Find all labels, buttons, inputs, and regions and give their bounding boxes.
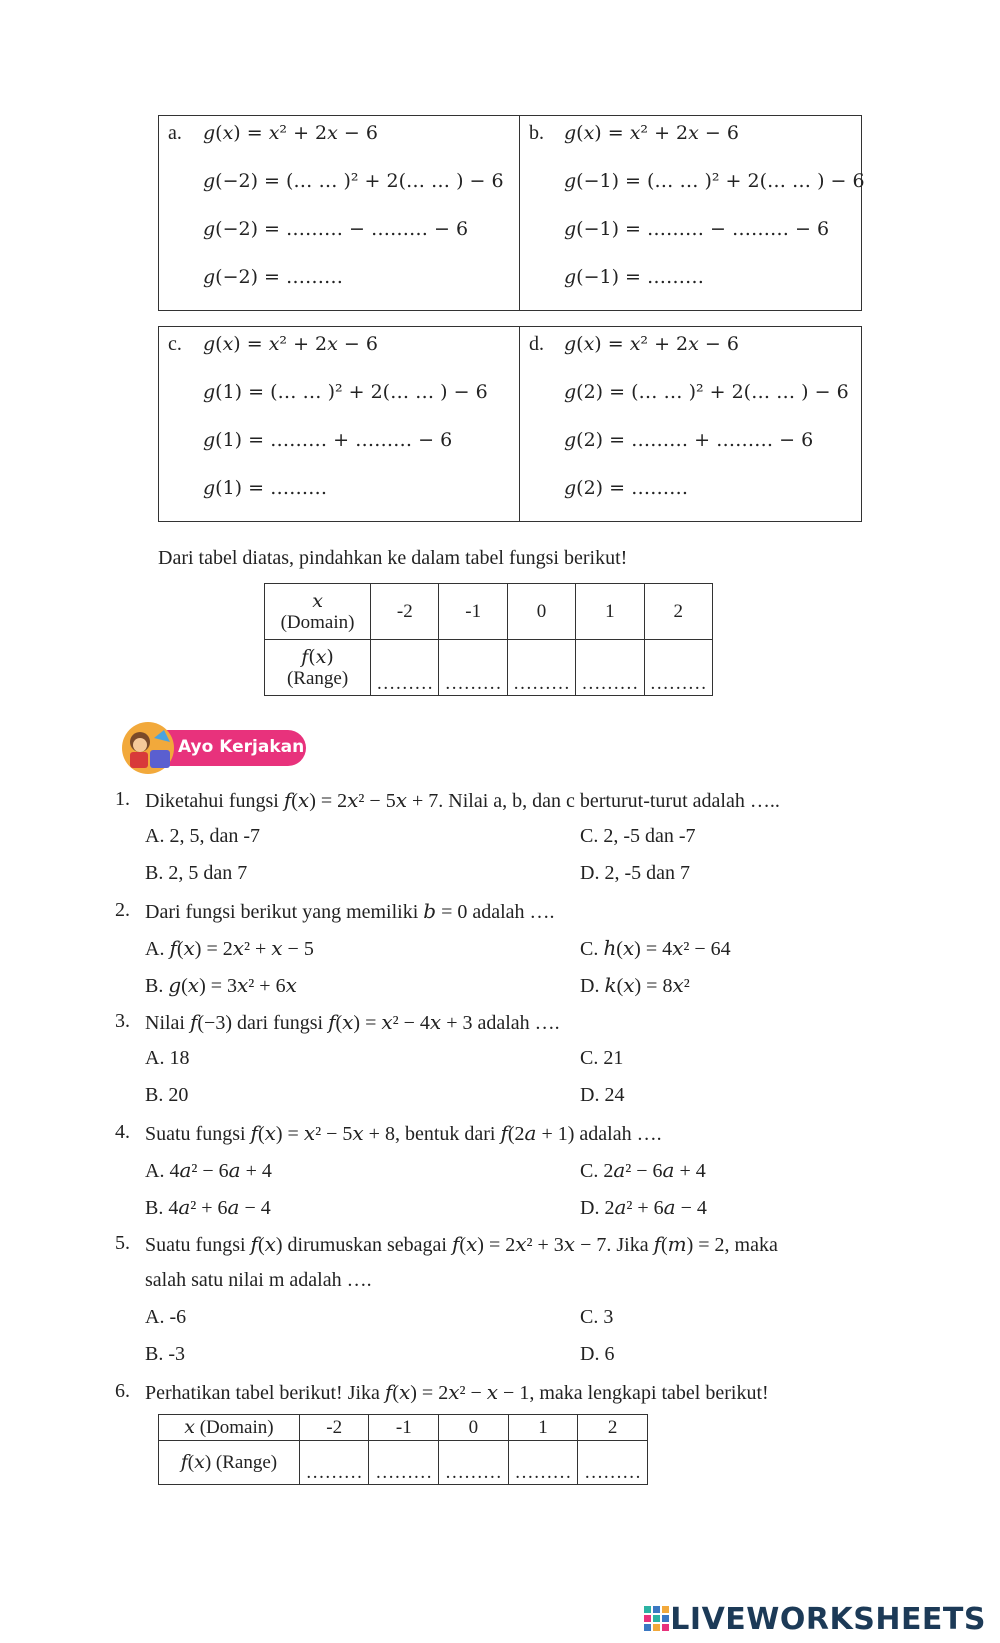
equation-line: 𝑔(−2) = (… … )² + 2(… … ) − 6 xyxy=(203,170,504,192)
range-header xyxy=(265,640,371,696)
equation-line: 𝑔(1) = (… … )² + 2(… … ) − 6 xyxy=(203,381,488,403)
option-c[interactable]: C. ℎ(𝑥) = 4𝑥² − 64 xyxy=(580,938,731,960)
domain-cell: 1 xyxy=(576,584,644,640)
exercise-c xyxy=(159,327,519,521)
option-c[interactable]: C. 2𝑎² − 6𝑎 + 4 xyxy=(580,1160,706,1182)
domain-cell: 0 xyxy=(439,1415,509,1441)
equation-line: 𝑔(𝑥) = 𝑥² + 2𝑥 − 6 xyxy=(564,122,739,144)
option-a[interactable]: A. 2, 5, dan -7 xyxy=(145,825,260,847)
question-number: 4. xyxy=(115,1121,130,1143)
domain-cell: 1 xyxy=(508,1415,578,1441)
equation-line: 𝑔(−1) = ……… − ……… − 6 xyxy=(564,218,830,240)
question-number: 5. xyxy=(115,1232,130,1254)
option-d[interactable]: D. 24 xyxy=(580,1084,625,1106)
domain-header: 𝑥 (Domain) xyxy=(159,1415,300,1441)
option-c[interactable]: C. 2, -5 dan -7 xyxy=(580,825,696,847)
question-5-text: Suatu fungsi 𝑓(𝑥) dirumuskan sebagai 𝑓(𝑥) = 2𝑥² + 3𝑥 − 7. Jika 𝑓(𝑚) = 2, maka xyxy=(145,1234,778,1256)
exercise-letter: d. xyxy=(529,333,544,355)
exercise-letter: a. xyxy=(168,122,182,144)
equation-line: 𝑔(2) = (… … )² + 2(… … ) − 6 xyxy=(564,381,849,403)
option-d[interactable]: D. 6 xyxy=(580,1343,615,1365)
domain-cell: -2 xyxy=(371,584,439,640)
option-a[interactable]: A. -6 xyxy=(145,1306,187,1328)
equation-line: 𝑔(−1) = ……… xyxy=(564,266,704,288)
equation-line: 𝑔(𝑥) = 𝑥² + 2𝑥 − 6 xyxy=(564,333,739,355)
domain-cell: -1 xyxy=(369,1415,439,1441)
range-header: 𝑓(𝑥) (Range) xyxy=(159,1441,300,1485)
question-1-text: Diketahui fungsi 𝑓(𝑥) = 2𝑥² − 5𝑥 + 7. Nilai a, b, dan c berturut-turut adalah ….. xyxy=(145,790,780,812)
instruction-text: Dari tabel diatas, pindahkan ke dalam tabel fungsi berikut! xyxy=(158,547,628,569)
range-answer-field[interactable]: ……… xyxy=(644,640,712,696)
exercise-letter: c. xyxy=(168,333,182,355)
exercise-box-cd xyxy=(158,326,862,522)
liveworksheets-logo xyxy=(644,1602,986,1637)
equation-line: 𝑔(1) = ……… xyxy=(203,477,328,499)
range-answer-field[interactable]: ……… xyxy=(578,1441,648,1485)
question-4-text: Suatu fungsi 𝑓(𝑥) = 𝑥² − 5𝑥 + 8, bentuk dari 𝑓(2𝑎 + 1) adalah …. xyxy=(145,1123,662,1145)
equation-line: 𝑔(2) = ……… xyxy=(564,477,689,499)
exercise-box-ab xyxy=(158,115,865,311)
domain-cell: -2 xyxy=(299,1415,369,1441)
question-number: 3. xyxy=(115,1010,130,1032)
equation-line: 𝑔(𝑥) = 𝑥² + 2𝑥 − 6 xyxy=(203,122,378,144)
equation-line: 𝑔(2) = ……… + ……… − 6 xyxy=(564,429,814,451)
range-answer-field[interactable]: ……… xyxy=(369,1441,439,1485)
equation-line: 𝑔(1) = ……… + ……… − 6 xyxy=(203,429,453,451)
logo-grid-icon xyxy=(644,1606,670,1632)
equation-line: 𝑔(−2) = ……… xyxy=(203,266,343,288)
domain-cell: 2 xyxy=(644,584,712,640)
ayo-kerjakan-badge xyxy=(118,722,308,774)
domain-cell: 0 xyxy=(507,584,575,640)
question-5-text-continued: salah satu nilai m adalah …. xyxy=(145,1269,372,1291)
option-a[interactable]: A. 4𝑎² − 6𝑎 + 4 xyxy=(145,1160,272,1182)
option-b[interactable]: B. 20 xyxy=(145,1084,189,1106)
option-c[interactable]: C. 3 xyxy=(580,1306,614,1328)
range-header-label: (Range) xyxy=(286,667,349,689)
range-answer-field[interactable]: ……… xyxy=(507,640,575,696)
range-answer-field[interactable]: ……… xyxy=(371,640,439,696)
option-d[interactable]: D. 2, -5 dan 7 xyxy=(580,862,690,884)
domain-cell: -1 xyxy=(439,584,507,640)
domain-cell: 2 xyxy=(578,1415,648,1441)
question-number: 2. xyxy=(115,899,130,921)
function-table-2 xyxy=(158,1414,648,1485)
question-2-text: Dari fungsi berikut yang memiliki 𝑏 = 0 adalah …. xyxy=(145,901,555,923)
range-answer-field[interactable]: ……… xyxy=(576,640,644,696)
exercise-b xyxy=(519,116,865,310)
domain-header xyxy=(265,584,371,640)
option-d[interactable]: D. 2𝑎² + 6𝑎 − 4 xyxy=(580,1197,707,1219)
option-b[interactable]: B. 2, 5 dan 7 xyxy=(145,862,248,884)
equation-line: 𝑔(−2) = ……… − ……… − 6 xyxy=(203,218,469,240)
question-3-text: Nilai 𝑓(−3) dari fungsi 𝑓(𝑥) = 𝑥² − 4𝑥 + 3 adalah …. xyxy=(145,1012,560,1034)
badge-label: Ayo Kerjakan xyxy=(178,737,305,757)
range-answer-field[interactable]: ……… xyxy=(508,1441,578,1485)
question-number: 1. xyxy=(115,788,130,810)
domain-header-symbol: 𝑥 xyxy=(312,589,323,612)
equation-line: 𝑔(𝑥) = 𝑥² + 2𝑥 − 6 xyxy=(203,333,378,355)
range-answer-field[interactable]: ……… xyxy=(439,640,507,696)
range-answer-field[interactable]: ……… xyxy=(299,1441,369,1485)
function-table-1 xyxy=(264,583,713,696)
option-b[interactable]: B. 4𝑎² + 6𝑎 − 4 xyxy=(145,1197,271,1219)
option-c[interactable]: C. 21 xyxy=(580,1047,624,1069)
exercise-a xyxy=(159,116,519,310)
student-icon xyxy=(118,720,178,776)
exercise-letter: b. xyxy=(529,122,544,144)
question-number: 6. xyxy=(115,1380,130,1402)
equation-line: 𝑔(−1) = (… … )² + 2(… … ) − 6 xyxy=(564,170,865,192)
question-6-text: Perhatikan tabel berikut! Jika 𝑓(𝑥) = 2𝑥² − 𝑥 − 1, maka lengkapi tabel berikut! xyxy=(145,1382,769,1404)
domain-header-label: (Domain) xyxy=(280,611,355,633)
range-answer-field[interactable]: ……… xyxy=(439,1441,509,1485)
option-d[interactable]: D. 𝑘(𝑥) = 8𝑥² xyxy=(580,975,690,997)
range-header-symbol: 𝑓(𝑥) xyxy=(301,645,334,668)
option-b[interactable]: B. -3 xyxy=(145,1343,185,1365)
exercise-d xyxy=(519,327,861,521)
logo-text: LIVEWORKSHEETS xyxy=(670,1602,986,1637)
option-a[interactable]: A. 𝑓(𝑥) = 2𝑥² + 𝑥 − 5 xyxy=(145,938,314,960)
option-b[interactable]: B. 𝑔(𝑥) = 3𝑥² + 6𝑥 xyxy=(145,975,297,997)
option-a[interactable]: A. 18 xyxy=(145,1047,190,1069)
